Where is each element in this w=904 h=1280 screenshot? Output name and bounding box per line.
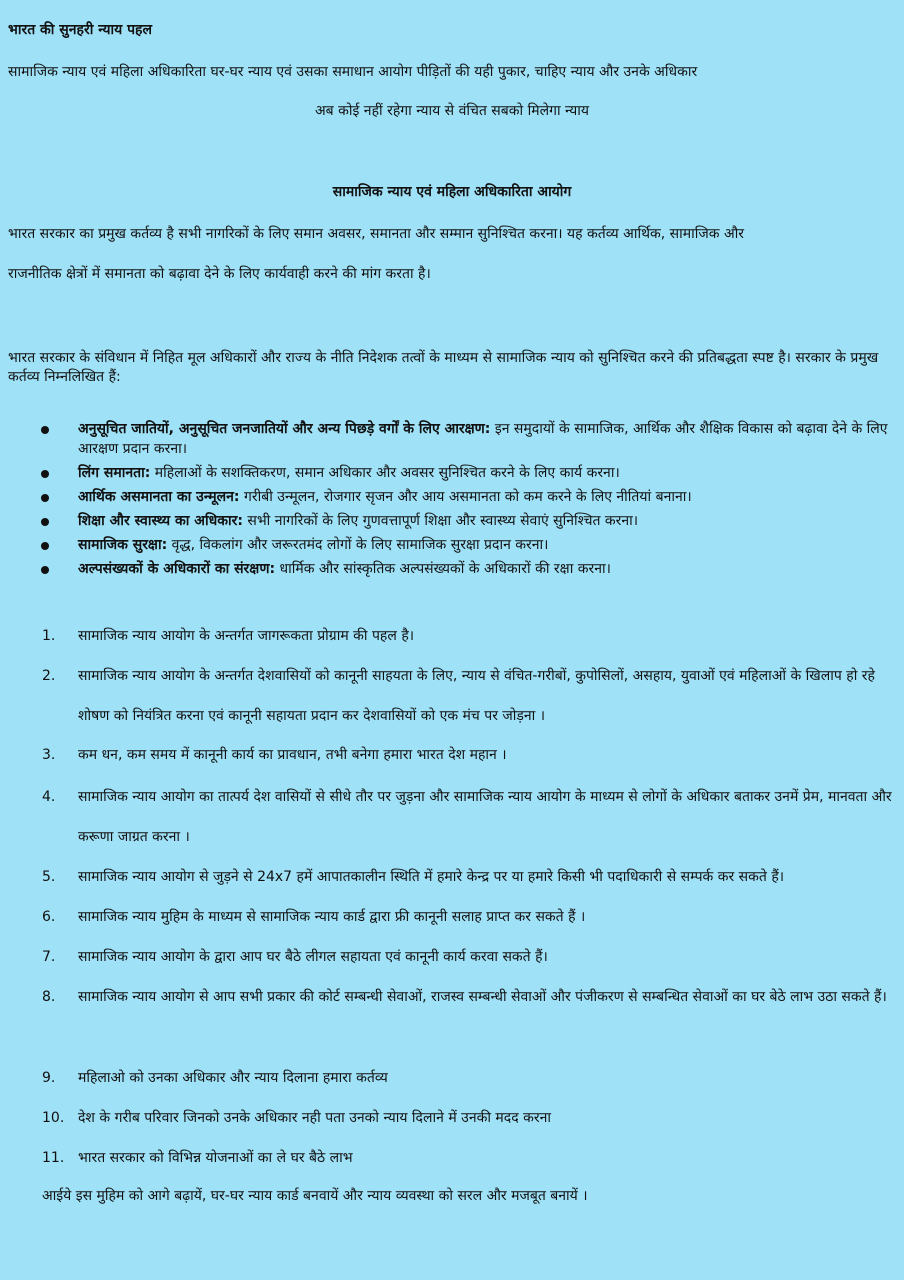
bullet-term: सामाजिक सुरक्षा:	[78, 537, 168, 553]
item-text: सामाजिक न्याय आयोग का तात्पर्य देश वासियों से सीधे तौर पर जुड़ना और सामाजिक न्याय आयोग के माध्यम से लोगों के अधिकार बताकर उनमें प्रेम, मानवता और करूणा जाग्रत करना ।	[78, 789, 892, 845]
paragraph-1-line-1: भारत सरकार का प्रमुख कर्तव्य है सभी नागरिकों के लिए समान अवसर, समानता और सम्मान सुनिश्चित करना। यह कर्तव्य आर्थिक, सामाजिक और	[8, 226, 745, 242]
paragraph-1-line-2: राजनीतिक क्षेत्रों में समानता को बढ़ावा देने के लिए कार्यवाही करने की मांग करता है।	[8, 266, 431, 282]
item-number: 2.	[42, 668, 56, 684]
item-text: देश के गरीब परिवार जिनको उनके अधिकार नही पता उनको न्याय दिलाने में उनकी मदद करना	[78, 1110, 551, 1126]
bullet-text: वृद्ध, विकलांग और जरूरतमंद लोगों के लिए सामाजिक सुरक्षा प्रदान करना।	[167, 537, 549, 553]
item-number: 7.	[42, 949, 56, 965]
item-number: 11.	[42, 1150, 65, 1166]
intro-line: सामाजिक न्याय एवं महिला अधिकारिता घर-घर न्याय एवं उसका समाधान आयोग पीड़ितों की यही पुकार, चाहिए न्याय और उनके अधिकार	[8, 64, 698, 80]
bullet-term: शिक्षा और स्वास्थ्य का अधिकार:	[78, 513, 243, 529]
item-number: 3.	[42, 747, 56, 763]
item-number: 8.	[42, 989, 56, 1005]
bullet-text: धार्मिक और सांस्कृतिक अल्पसंख्यकों के अधिकारों की रक्षा करना।	[275, 561, 611, 577]
tagline: अब कोई नहीं रहेगा न्याय से वंचित सबको मिलेगा न्याय	[314, 103, 590, 119]
item-number: 1.	[42, 628, 56, 644]
item-number: 10.	[42, 1110, 65, 1126]
item-text: कम धन, कम समय में कानूनी कार्य का प्रावधान, तभी बनेगा हमारा भारत देश महान ।	[78, 747, 507, 763]
bullet-text: सभी नागरिकों के लिए गुणवत्तापूर्ण शिक्षा और स्वास्थ्य सेवाएं सुनिश्चित करना।	[242, 513, 639, 529]
page-title: भारत की सुनहरी न्याय पहल	[8, 22, 152, 38]
bullet-text: महिलाओं के सशक्तिकरण, समान अधिकार और अवसर सुनिश्चित करने के लिए कार्य करना।	[150, 465, 620, 481]
item-text: भारत सरकार को विभिन्न योजनाओं का ले घर बैठे लाभ	[78, 1150, 353, 1166]
paragraph-2: भारत सरकार के संविधान में निहित मूल अधिकारों और राज्य के नीति निदेशक तत्वों के माध्यम से सामाजिक न्याय को सुनिश्चित करने की प्रतिबद्धता स्पष्ट है। सरकार के प्रमुख कर्तव्य निम्नलिखित हैं:	[8, 350, 879, 385]
closing-statement: आईये इस मुहिम को आगे बढ़ायें, घर-घर न्याय कार्ड बनवायें और न्याय व्यवस्था को सरल और मजबूत बनायें ।	[42, 1188, 588, 1204]
item-number: 9.	[42, 1070, 56, 1086]
item-number: 6.	[42, 909, 56, 925]
bullet-text: इन समुदायों के सामाजिक, आर्थिक और शैक्षिक विकास को बढ़ावा देने के लिए आरक्षण प्रदान करना।	[78, 421, 888, 457]
item-number: 5.	[42, 869, 56, 885]
section-heading: सामाजिक न्याय एवं महिला अधिकारिता आयोग	[332, 184, 572, 200]
bullet-term: लिंग समानता:	[78, 465, 151, 481]
item-text: सामाजिक न्याय आयोग से जुड़ने से 24x7 हमें आपातकालीन स्थिति में हमारे केन्द्र पर या हमारे किसी भी पदाधिकारी से सम्पर्क कर सकते हैं।	[78, 869, 785, 885]
bullet-term: अनुसूचित जातियों, अनुसूचित जनजातियों और अन्य पिछड़े वर्गों के लिए आरक्षण:	[78, 421, 491, 437]
bullet-term: आर्थिक असमानता का उन्मूलन:	[78, 489, 240, 505]
bullet-term: अल्पसंख्यकों के अधिकारों का संरक्षण:	[78, 561, 276, 577]
item-text: महिलाओ को उनका अधिकार और न्याय दिलाना हमारा कर्तव्य	[78, 1070, 388, 1086]
item-text: सामाजिक न्याय आयोग के अन्तर्गत देशवासियों को कानूनी साहयता के लिए, न्याय से वंचित-गरीबों, कुपोसिलों, असहाय, युवाओं एवं महिलाओं के खिलाप हो रहे शोषण को नियंत्रित करना एवं कानूनी सहायता प्रदान कर देशवासियों को एक मंच पर जोड़ना ।	[78, 668, 875, 724]
bullet-text: गरीबी उन्मूलन, रोजगार सृजन और आय असमानता को कम करने के लिए नीतियां बनाना।	[239, 489, 692, 505]
item-text: सामाजिक न्याय मुहिम के माध्यम से सामाजिक न्याय कार्ड द्वारा फ्री कानूनी सलाह प्राप्त कर सकते हैं ।	[78, 909, 586, 925]
item-number: 4.	[42, 789, 56, 805]
item-text: सामाजिक न्याय आयोग के द्वारा आप घर बैठे लीगल सहायता एवं कानूनी कार्य करवा सकते हैं।	[78, 949, 548, 965]
item-text: सामाजिक न्याय आयोग से आप सभी प्रकार की कोर्ट सम्बन्धी सेवाओं, राजस्व सम्बन्धी सेवाओं और पंजीकरण से सम्बन्धित सेवाओं का घर बेठे लाभ उठा सकते हैं।	[78, 989, 887, 1005]
item-text: सामाजिक न्याय आयोग के अन्तर्गत जागरूकता प्रोग्राम की पहल है।	[78, 628, 415, 644]
